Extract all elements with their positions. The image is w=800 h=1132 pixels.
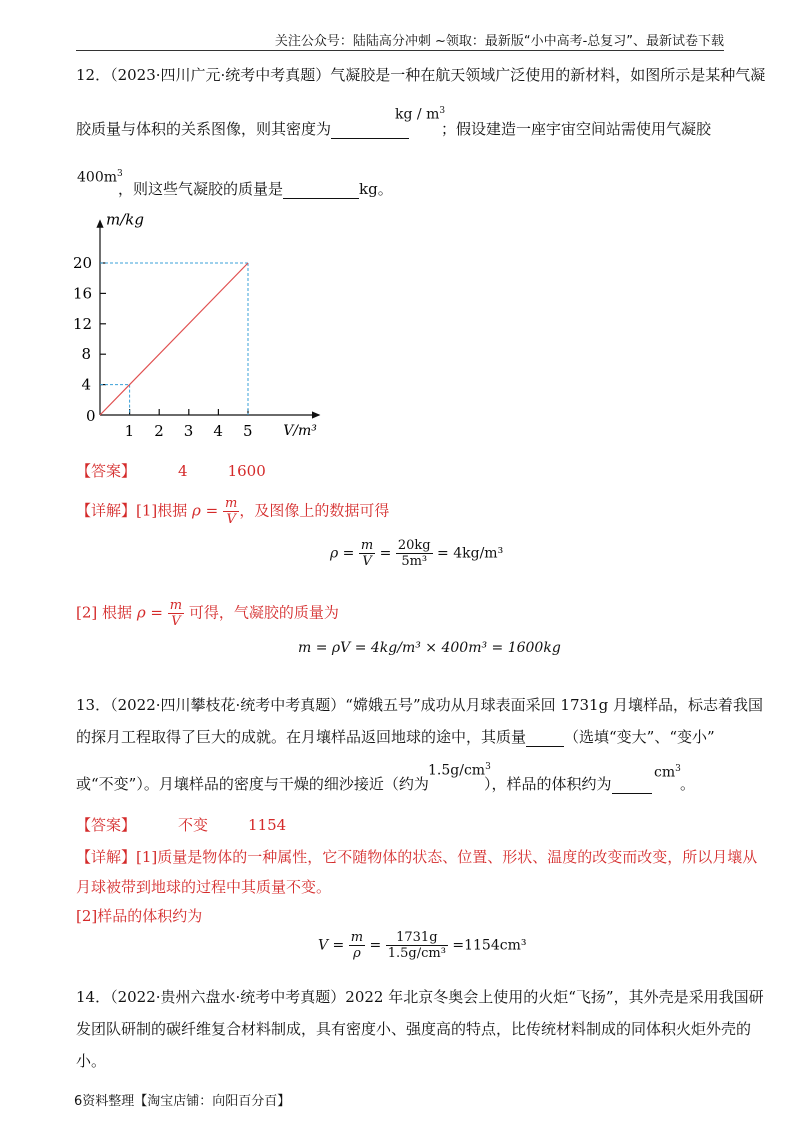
origin-label: 0 [86,407,96,425]
mass-volume-chart [60,205,340,440]
q13-line1: 13．（2022·四川攀枝花·统考中考真题）“嫦娥五号”成功从月球表面采回 1731g 月壤样品，标志着我国 [76,696,763,714]
y-axis-label: m/kg [106,210,144,229]
q12-detail-1: 【详解】[1]根据 ρ = $\frac{m}{V}$ ，及图像上的数据可得 [76,496,390,527]
q13-line2: 的探月工程取得了巨大的成就。在月壤样品返回地球的途中，其质量 （选填“变大”、“变小” [76,728,715,746]
header-divider [76,50,724,51]
y-tick-label-16: 16 [73,284,93,303]
page-header: 关注公众号：陆陆高分冲刺 ~领取：最新版“小中高考-总复习”、最新试卷下载 [274,34,724,49]
x-tick-label-3: 3 [183,422,194,440]
y-tick-label-20: 20 [73,254,93,272]
x-tick-label-5: 5 [243,422,253,440]
x-tick-label-1: 1 [124,422,135,440]
footer-text: 资料整理【淘宝店铺：向阳百分百】 [82,1094,291,1109]
q13-detail-2: [2]样品的体积约为 [76,907,203,925]
q13-line3c: 。 [680,775,696,793]
q12-blank1[interactable] [331,138,409,139]
y-tick-label-8: 8 [81,345,92,364]
x-axis-label: V/m³ [283,423,317,439]
q14-line1: 14．（2022·贵州六盘水·统考中考真题）2022 年北京冬奥会上使用的火炬“飞扬”，其外壳是采用我国研 [76,988,764,1006]
q13-blank1[interactable] [526,746,564,747]
q13-line3b: ），样品的体积约为 [484,773,652,794]
q12-answer: 【答案】 4 1600 [76,462,266,480]
q12-blank2[interactable] [283,198,359,199]
q13-detail-1: 【详解】[1]质量是物体的一种属性，它不随物体的状态、位置、形状、温度的改变而改变，所以月壤从 [76,848,758,866]
q12-line2a: 胶质量与体积的关系图像，则其密度为 [76,120,332,138]
q12-equation-2: m = ρV = 4kg/m³ × 400m³ = 1600kg [298,640,561,656]
q12-unit1: kg / $m^3$ [395,106,446,123]
q13-unit: $cm^3$ [654,764,681,781]
page-footer [74,1090,290,1109]
q12-line2 [76,118,409,139]
q12-line3: ，则这些气凝胶的质量是 kg。 [118,180,393,198]
x-tick-label-2: 2 [154,422,164,440]
q12-line1: 12．（2023·四川广元·统考中考真题）气凝胶是一种在航天领域广泛使用的新材料，如图所示是某种气凝 [76,66,766,84]
q14-line3: 小。 [76,1052,107,1070]
y-tick-label-4: 4 [81,375,92,394]
q12-line2b: ；假设建造一座宇宙空间站需使用气凝胶 [441,120,712,138]
q13-line3a: 或“不变”）。月壤样品的密度与干燥的细沙接近（约为 [76,775,429,793]
q14-line2: 发团队研制的碳纤维复合材料制成，具有密度小、强度高的特点，比传统材料制成的同体积火炬外壳的 [76,1020,752,1038]
q13-density: $1.5g/cm^3$ [428,762,491,779]
y-tick-label-12: 12 [73,314,93,333]
x-tick-label-4: 4 [213,422,223,440]
page-number: 6 [74,1094,83,1109]
q12-detail-2: [2] 根据 ρ = $\frac{m}{V}$ 可得，气凝胶的质量为 [76,598,339,629]
q13-detail-1b: 月球被带到地球的过程中其质量不变。 [76,878,332,896]
q12-volume: $400m^3$ [77,169,123,186]
series-line-0 [100,263,248,415]
q13-blank2[interactable] [612,793,652,794]
q12-equation-1: ρ = $\frac{m}{V}$ = $\frac{20kg}{\text{5m³}}$ = 4kg/m³ [330,538,504,569]
q13-equation: V = $\frac{m}{\rho}$ = $\frac{1731g}{\text{1.5g/cm³}}$ =1154cm³ [318,930,527,961]
q13-answer: 【答案】 不变 1154 [76,816,287,834]
